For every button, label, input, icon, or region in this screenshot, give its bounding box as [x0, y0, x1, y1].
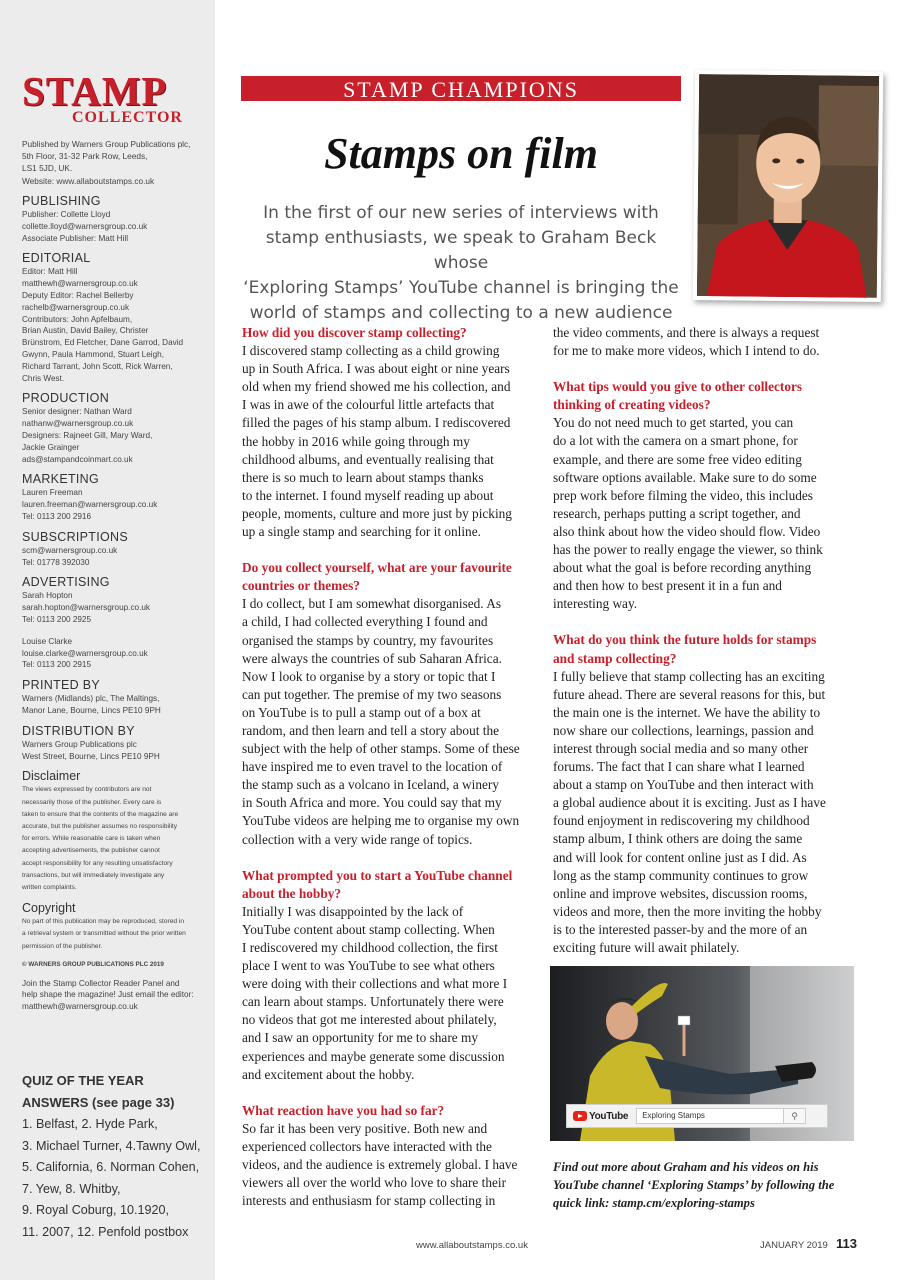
question-heading: thinking of creating videos?	[553, 397, 711, 413]
publisher-line: Website: www.allaboutstamps.co.uk	[22, 175, 155, 186]
logo-stamp-text: STAMP	[22, 68, 168, 114]
answer-line: can learn about stamps. Unfortunately there were	[242, 994, 504, 1010]
credit-line: ads@stampandcoinmart.co.uk	[22, 454, 133, 464]
credit-line: Richard Tarrant, John Scott, Rick Warren,	[22, 361, 173, 371]
answer-line: up in South Africa. I was about eight or nine years	[242, 361, 510, 377]
reader-panel-line: matthewh@warnersgroup.co.uk	[22, 1001, 138, 1011]
question-heading: What prompted you to start a YouTube channel	[242, 867, 513, 883]
credit-line: Lauren Freeman	[22, 488, 83, 498]
credits-distribution	[22, 724, 212, 763]
quiz-answers	[22, 1070, 212, 1244]
answer-line: I do collect, but I am somewhat disorganised. As	[242, 596, 501, 612]
article-standfirst	[238, 201, 684, 326]
standfirst-line: world of stamps and collecting to a new audience	[249, 303, 673, 323]
answer-line: were doing with their collections and what more I	[242, 976, 508, 992]
credit-line: Chris West.	[22, 373, 65, 383]
answer-line: now share our collections, learnings, passion and	[553, 722, 814, 738]
credits-heading: DISTRIBUTION BY	[22, 723, 135, 738]
answer-line: YouTube videos are helping me to organise my own	[242, 813, 520, 829]
answer-line: experiences and maybe generate some discussion	[242, 1048, 505, 1064]
disclaimer-line: accepting advertisements, the publisher cannot	[22, 847, 160, 855]
youtube-wordmark: YouTube	[589, 1110, 629, 1122]
credits-subscriptions	[22, 530, 212, 569]
publisher-line: Published by Warners Group Publications plc,	[22, 139, 191, 149]
answer-line: is to the interested passer-by and the more of an	[553, 921, 808, 937]
portrait-photo	[693, 70, 883, 302]
question-heading: and stamp collecting?	[553, 650, 677, 666]
question-heading: about the hobby?	[242, 885, 342, 901]
disclaimer-line: The views expressed by contributors are not	[22, 786, 152, 794]
answer-line: interests and enthusiasm for stamp collecting in	[242, 1193, 496, 1209]
publisher-line: LS1 5JD, UK.	[22, 163, 73, 174]
caption-line: YouTube channel ‘Exploring Stamps’ by following the	[553, 1178, 835, 1193]
credit-line: Brian Austin, David Bailey, Christer	[22, 326, 149, 336]
answer-line: exciting future will await philately.	[553, 940, 740, 955]
disclaimer-line: written complaints.	[22, 883, 77, 891]
caption-line: Find out more about Graham and his videos on his	[553, 1160, 819, 1174]
credit-line: Contributors: John Apfelbaum,	[22, 314, 133, 324]
standfirst-line: In the first of our new series of interviews with	[263, 203, 659, 223]
question-heading: Do you collect yourself, what are your favourite	[242, 560, 512, 576]
answer-line: filled the pages of his stamp album. I rediscovered	[242, 415, 511, 431]
credits-heading: PRODUCTION	[22, 391, 110, 406]
disclaimer-heading: Disclaimer	[22, 769, 81, 784]
answer-line: prep work before filming the video, this includes	[553, 487, 813, 503]
credit-line: Senior designer: Nathan Ward	[22, 407, 132, 417]
answer-line: were always the countries of sub Saharan Africa.	[242, 650, 502, 666]
credits-advertising	[22, 575, 212, 671]
page-number: 113	[836, 1236, 857, 1251]
answer-line: I rediscovered my childhood collection, the first	[242, 940, 498, 955]
article-title: Stamps on film	[324, 129, 598, 178]
answer-line: Initially I was disappointed by the lack of	[242, 903, 464, 919]
credits-heading: MARKETING	[22, 472, 100, 487]
answer-line: to the internet. I found myself reading up about	[242, 487, 494, 503]
quiz-line: 7. Yew, 8. Whitby,	[22, 1181, 121, 1196]
photo-caption	[553, 1158, 853, 1213]
answer-line: forums. The fact that I can share what I learned	[553, 759, 805, 775]
portrait-image	[697, 74, 879, 298]
answer-line: about what the goal is before recording anything	[553, 560, 812, 576]
credit-line: lauren.freeman@warnersgroup.co.uk	[22, 500, 158, 510]
youtube-search-bar	[566, 1104, 828, 1128]
answer-line: the stamp such as a volcano in Iceland, a winery	[242, 777, 499, 793]
answer-line: experienced collectors have interacted with the	[242, 1138, 492, 1154]
answer-line: do a lot with the camera on a smart phone, for	[553, 433, 798, 449]
answer-line: YouTube content about stamp collecting. When	[242, 921, 495, 937]
youtube-logo	[567, 1111, 628, 1122]
credits-heading: SUBSCRIPTIONS	[22, 529, 128, 544]
credit-line: sarah.hopton@warnersgroup.co.uk	[22, 603, 151, 613]
credit-line: Tel: 0113 200 2915	[22, 660, 92, 670]
credit-line: Designers: Rajneet Gill, Mary Ward,	[22, 430, 153, 440]
answer-line: future ahead. There are several reasons for this, but	[553, 686, 826, 702]
standfirst-line: ‘Exploring Stamps’ YouTube channel is bringing the	[243, 278, 679, 298]
answer-line: collection with a very wide range of topics.	[242, 831, 473, 847]
question-heading: What tips would you give to other collectors	[553, 379, 803, 395]
answer-line: about a stamp on YouTube and then interact with	[553, 777, 814, 793]
copyright-heading: Copyright	[22, 901, 76, 916]
question-heading: What reaction have you had so far?	[242, 1102, 445, 1118]
answer-line: the main one is the internet. We have the ability to	[553, 704, 821, 720]
quiz-line: 11. 2007, 12. Penfold postbox	[22, 1224, 189, 1239]
masthead-sidebar	[0, 0, 215, 1280]
credit-line: collette.lloyd@warnersgroup.co.uk	[22, 221, 148, 231]
publisher-info	[22, 138, 212, 187]
credit-line: Publisher: Collette Lloyd	[22, 210, 111, 219]
answer-line: software options available. Make sure to do some	[553, 469, 817, 485]
credit-line: rachelb@warnersgroup.co.uk	[22, 302, 130, 312]
credit-line: Manor Lane, Bourne, Lincs PE10 9PH	[22, 705, 161, 715]
answer-line: interesting way.	[553, 596, 638, 612]
copyright-line: a retrieval system or transmitted without the prior written	[22, 930, 186, 938]
publisher-line: 5th Floor, 31-32 Park Row, Leeds,	[22, 151, 148, 162]
answer-line: place I went to was YouTube to see what others	[242, 958, 495, 974]
credit-line: Brünstrom, Ed Fletcher, Dane Garrod, David	[22, 338, 184, 348]
credits-heading: PUBLISHING	[22, 194, 101, 208]
reader-panel-line: help shape the magazine! Just email the editor:	[22, 990, 194, 1000]
disclaimer-line: taken to ensure that the contents of the magazine are	[22, 810, 179, 818]
credit-line: Louise Clarke	[22, 636, 73, 646]
section-banner: STAMP CHAMPIONS	[241, 76, 681, 101]
youtube-search-field: Exploring Stamps	[636, 1108, 784, 1124]
credit-line: nathanw@warnersgroup.co.uk	[22, 419, 134, 429]
answer-line: old when my friend showed me his collection, and	[242, 379, 511, 395]
answer-line: for me to make more videos, which I intend to do.	[553, 343, 820, 359]
answer-line: has the power to really engage the viewer, so think	[553, 542, 823, 558]
answer-line: random, and then learn and tell a story about the	[242, 722, 499, 738]
answer-line: up a single stamp and searching for it online.	[242, 524, 481, 540]
article-column-right	[553, 324, 849, 957]
credits-publishing	[22, 194, 212, 244]
answer-line: You do not need much to get started, you can	[553, 415, 794, 431]
footer-website: www.allaboutstamps.co.uk	[416, 1240, 528, 1251]
answer-line: a child, I had collected everything I found and	[242, 614, 488, 630]
answer-line: also think about how the video should flow. Video	[553, 523, 821, 539]
answer-line: and I saw an opportunity for me to share my	[242, 1030, 478, 1046]
answer-line: childhood albums, and eventually realising that	[242, 451, 494, 467]
credit-line: scm@warnersgroup.co.uk	[22, 545, 118, 555]
credit-line: Sarah Hopton	[22, 591, 73, 601]
answer-line: on YouTube is to pull a stamp out of a box at	[242, 704, 481, 720]
answer-line: online and improve websites, discussion rooms,	[553, 885, 808, 901]
reader-panel-line: Join the Stamp Collector Reader Panel and	[22, 978, 180, 988]
disclaimer-line: necessarily those of the publisher. Every care is	[22, 798, 162, 806]
video-still-photo	[550, 966, 854, 1141]
answer-line: and will look for content online just as I did. As	[553, 849, 807, 865]
credit-line: Tel: 0113 200 2916	[22, 511, 92, 521]
answer-line: no videos that got me interested about philately,	[242, 1012, 497, 1028]
stamp-collector-logo	[22, 68, 202, 126]
credit-line: Deputy Editor: Rachel Bellerby	[22, 290, 134, 300]
credits-production	[22, 391, 212, 465]
youtube-play-icon	[573, 1111, 587, 1121]
answer-line: research, perhaps putting a script together, and	[553, 505, 801, 521]
article-column-left	[242, 324, 539, 1210]
disclaimer-line: accept responsibility for any resulting unsatisfactory	[22, 859, 173, 867]
credits-heading: ADVERTISING	[22, 575, 110, 590]
credits-heading: EDITORIAL	[22, 251, 91, 266]
footer-issue-date: JANUARY 2019	[760, 1240, 828, 1251]
search-icon: ⚲	[784, 1108, 806, 1124]
answer-line: I was in awe of the colourful little artefacts that	[242, 397, 495, 413]
reader-panel-note	[22, 978, 212, 1013]
credits-printed-by	[22, 678, 212, 717]
answer-line: there is so much to learn about stamps thanks	[242, 469, 484, 485]
quiz-title: QUIZ OF THE YEAR	[22, 1073, 144, 1088]
disclaimer-line: for errors. While reasonable care is taken when	[22, 835, 161, 843]
answer-line: I discovered stamp collecting as a child growing	[242, 343, 500, 359]
copyright-line: No part of this publication may be reproduced, stored in	[22, 918, 185, 926]
question-heading: What do you think the future holds for stamps	[553, 632, 817, 648]
quiz-line: 9. Royal Coburg, 10.1920,	[22, 1203, 170, 1218]
credit-line: West Street, Bourne, Lincs PE10 9PH	[22, 751, 160, 761]
credits-marketing	[22, 472, 212, 522]
answer-line: subject with the help of other stamps. Some of these	[242, 741, 520, 757]
credits-editorial	[22, 251, 212, 384]
disclaimer-line: accurate, but the publisher assumes no responsibility	[22, 822, 178, 830]
answer-line: videos and more, then the more inviting the hobby	[553, 903, 822, 919]
standfirst-line: stamp enthusiasts, we speak to Graham Beck whose	[265, 228, 657, 273]
answer-line: interest through social media and so many other	[553, 740, 809, 756]
answer-line: and then how to best present it in a fun and	[553, 578, 782, 594]
answer-line: people, moments, culture and more just by picking	[242, 505, 512, 521]
copyright-line: permission of the publisher.	[22, 942, 103, 950]
credit-line: matthewh@warnersgroup.co.uk	[22, 279, 138, 289]
question-heading: countries or themes?	[242, 578, 360, 594]
answer-line: the video comments, and there is always a request	[553, 325, 820, 340]
answer-line: have inspired me to even travel to the location of	[242, 759, 503, 775]
copyright	[22, 901, 212, 1012]
credit-line: Associate Publisher: Matt Hill	[22, 233, 129, 243]
quiz-line: 5. California, 6. Norman Cohen,	[22, 1160, 200, 1175]
answer-line: So far it has been very positive. Both new and	[242, 1120, 488, 1136]
answer-line: organised the stamps by country, my favourites	[242, 632, 494, 648]
quiz-line: 1. Belfast, 2. Hyde Park,	[22, 1117, 158, 1131]
staff-credits	[22, 194, 212, 1019]
quiz-line: 3. Michael Turner, 4.Tawny Owl,	[22, 1138, 201, 1153]
credit-line: Tel: 0113 200 2925	[22, 614, 92, 624]
logo-collector-text: COLLECTOR	[72, 109, 183, 126]
answer-line: long as the stamp community continues to grow	[553, 867, 809, 883]
answer-line: example, and there are some free video editing	[553, 451, 802, 467]
copyright-notice: © WARNERS GROUP PUBLICATIONS PLC 2019	[22, 960, 164, 968]
answer-line: in South Africa and more. You could say that my	[242, 795, 502, 811]
disclaimer-line: transactions, but will immediately investigate any	[22, 871, 165, 879]
credits-heading: PRINTED BY	[22, 678, 101, 693]
answer-line: viewers all over the world who love to share their	[242, 1175, 507, 1191]
quiz-subtitle: ANSWERS (see page 33)	[22, 1095, 175, 1110]
credit-line: Warners (Midlands) plc, The Maltings,	[22, 694, 160, 704]
answer-line: a global audience about it is exciting. Just as I have	[553, 795, 826, 811]
answer-line: videos, and the audience is extremely global. I have	[242, 1157, 518, 1173]
answer-line: found enjoyment in rediscovering my childhood	[553, 813, 810, 829]
disclaimer	[22, 769, 212, 894]
credit-line: louise.clarke@warnersgroup.co.uk	[22, 648, 148, 658]
caption-line: quick link: stamp.cm/exploring-stamps	[553, 1196, 755, 1211]
answer-line: stamp album, I think others are doing the same	[553, 831, 803, 847]
credit-line: Jackie Grainger	[22, 442, 80, 452]
question-heading: How did you discover stamp collecting?	[242, 325, 467, 340]
answer-line: Now I look to organise by a story or topic that I	[242, 668, 496, 684]
answer-line: the hobby in 2016 while going through my	[242, 433, 470, 449]
answer-line: I fully believe that stamp collecting has an exciting	[553, 668, 825, 684]
answer-line: and excitement about the hobby.	[242, 1066, 415, 1082]
credit-line: Tel: 01778 392030	[22, 557, 90, 567]
credit-line: Warners Group Publications plc	[22, 739, 137, 749]
credit-line: Editor: Matt Hill	[22, 267, 78, 277]
answer-line: can put together. The premise of my two seasons	[242, 686, 502, 702]
credit-line: Gwynn, Paula Hammond, Stuart Leigh,	[22, 349, 164, 359]
